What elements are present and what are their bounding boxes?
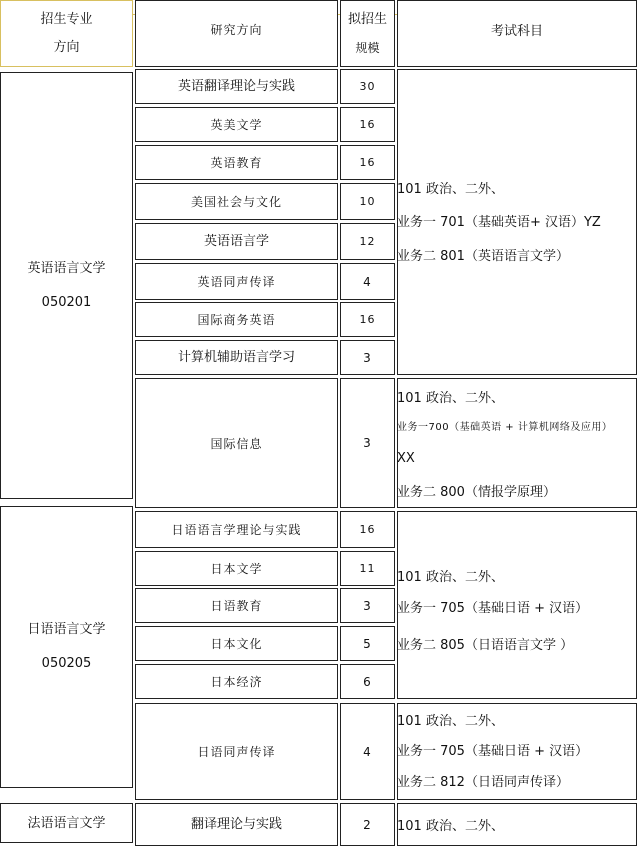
quota-cell: 11: [340, 551, 395, 586]
header-major-line2: 方向: [53, 39, 80, 55]
direction-cell: 翻译理论与实践: [135, 803, 338, 846]
subject-line: 101 政治、二外、: [397, 182, 504, 197]
quota-cell: 3: [340, 340, 395, 375]
subject-line: 101 政治、二外、: [397, 570, 504, 585]
subject-line: 101 政治、二外、: [397, 819, 504, 834]
header-major-line1: 招生专业: [40, 11, 93, 27]
quota-cell: 3: [340, 588, 395, 623]
subject-line: 业务二 812（日语同声传译）: [397, 775, 569, 790]
direction-cell: 英语教育: [135, 145, 338, 180]
subject-line: 101 政治、二外、: [397, 714, 504, 729]
direction-cell: 国际商务英语: [135, 302, 338, 337]
subject-line: 业务一 701（基础英语+ 汉语）YZ: [397, 215, 601, 230]
quota-cell: 30: [340, 69, 395, 104]
subject-line: 101 政治、二外、: [397, 391, 504, 406]
major-code: 050201: [41, 294, 92, 310]
header-direction: 研究方向: [135, 0, 338, 67]
header-subjects: 考试科目: [397, 0, 637, 67]
subject-line: 业务二 800（情报学原理）: [397, 485, 556, 500]
subject-line: 业务二 801（英语语言文学）: [397, 249, 569, 264]
quota-cell: 10: [340, 183, 395, 220]
direction-cell: 日本文学: [135, 551, 338, 586]
subject-line: 业务一 705（基础日语 + 汉语）: [397, 601, 589, 616]
header-quota-line1: 拟招生: [347, 11, 387, 27]
quota-cell: 16: [340, 511, 395, 548]
major-code: 050205: [41, 656, 92, 671]
direction-cell: 国际信息: [135, 378, 338, 508]
subject-line: XX: [397, 451, 415, 466]
direction-cell: 英语同声传译: [135, 263, 338, 300]
direction-cell: 英语翻译理论与实践: [135, 69, 338, 104]
quota-cell: 16: [340, 107, 395, 142]
subject-line: 业务一 705（基础日语 + 汉语）: [397, 744, 589, 759]
major-name: 法语语言文学: [27, 815, 106, 831]
direction-cell: 日语同声传译: [135, 703, 338, 800]
direction-cell: 日本经济: [135, 664, 338, 699]
header-major: [0, 0, 133, 67]
quota-cell: 2: [340, 803, 395, 846]
quota-cell: 12: [340, 223, 395, 260]
direction-cell: 美国社会与文化: [135, 183, 338, 220]
direction-cell: 英语语言学: [135, 223, 338, 260]
direction-cell: 日语教育: [135, 588, 338, 623]
header-quota-line2: 规模: [355, 40, 380, 55]
subject-line: 业务一700（基础英语 + 计算机网络及应用）: [397, 422, 613, 433]
direction-cell: 英美文学: [135, 107, 338, 142]
quota-cell: 6: [340, 664, 395, 699]
major-cell-japanese: [0, 506, 133, 788]
direction-cell: 计算机辅助语言学习: [135, 340, 338, 375]
quota-cell: 4: [340, 703, 395, 800]
direction-cell: 日语语言学理论与实践: [135, 511, 338, 548]
direction-cell: 日本文化: [135, 626, 338, 661]
quota-cell: 3: [340, 378, 395, 508]
major-name: 日语语言文学: [27, 622, 106, 637]
quota-cell: 4: [340, 263, 395, 300]
quota-cell: 16: [340, 302, 395, 337]
quota-cell: 5: [340, 626, 395, 661]
major-cell-french: [0, 803, 133, 843]
quota-cell: 16: [340, 145, 395, 180]
subject-line: 业务二 805（日语语言文学 ）: [397, 638, 574, 653]
header-quota: [340, 0, 395, 67]
major-name: 英语语言文学: [27, 260, 106, 276]
major-cell-english: [0, 72, 133, 499]
